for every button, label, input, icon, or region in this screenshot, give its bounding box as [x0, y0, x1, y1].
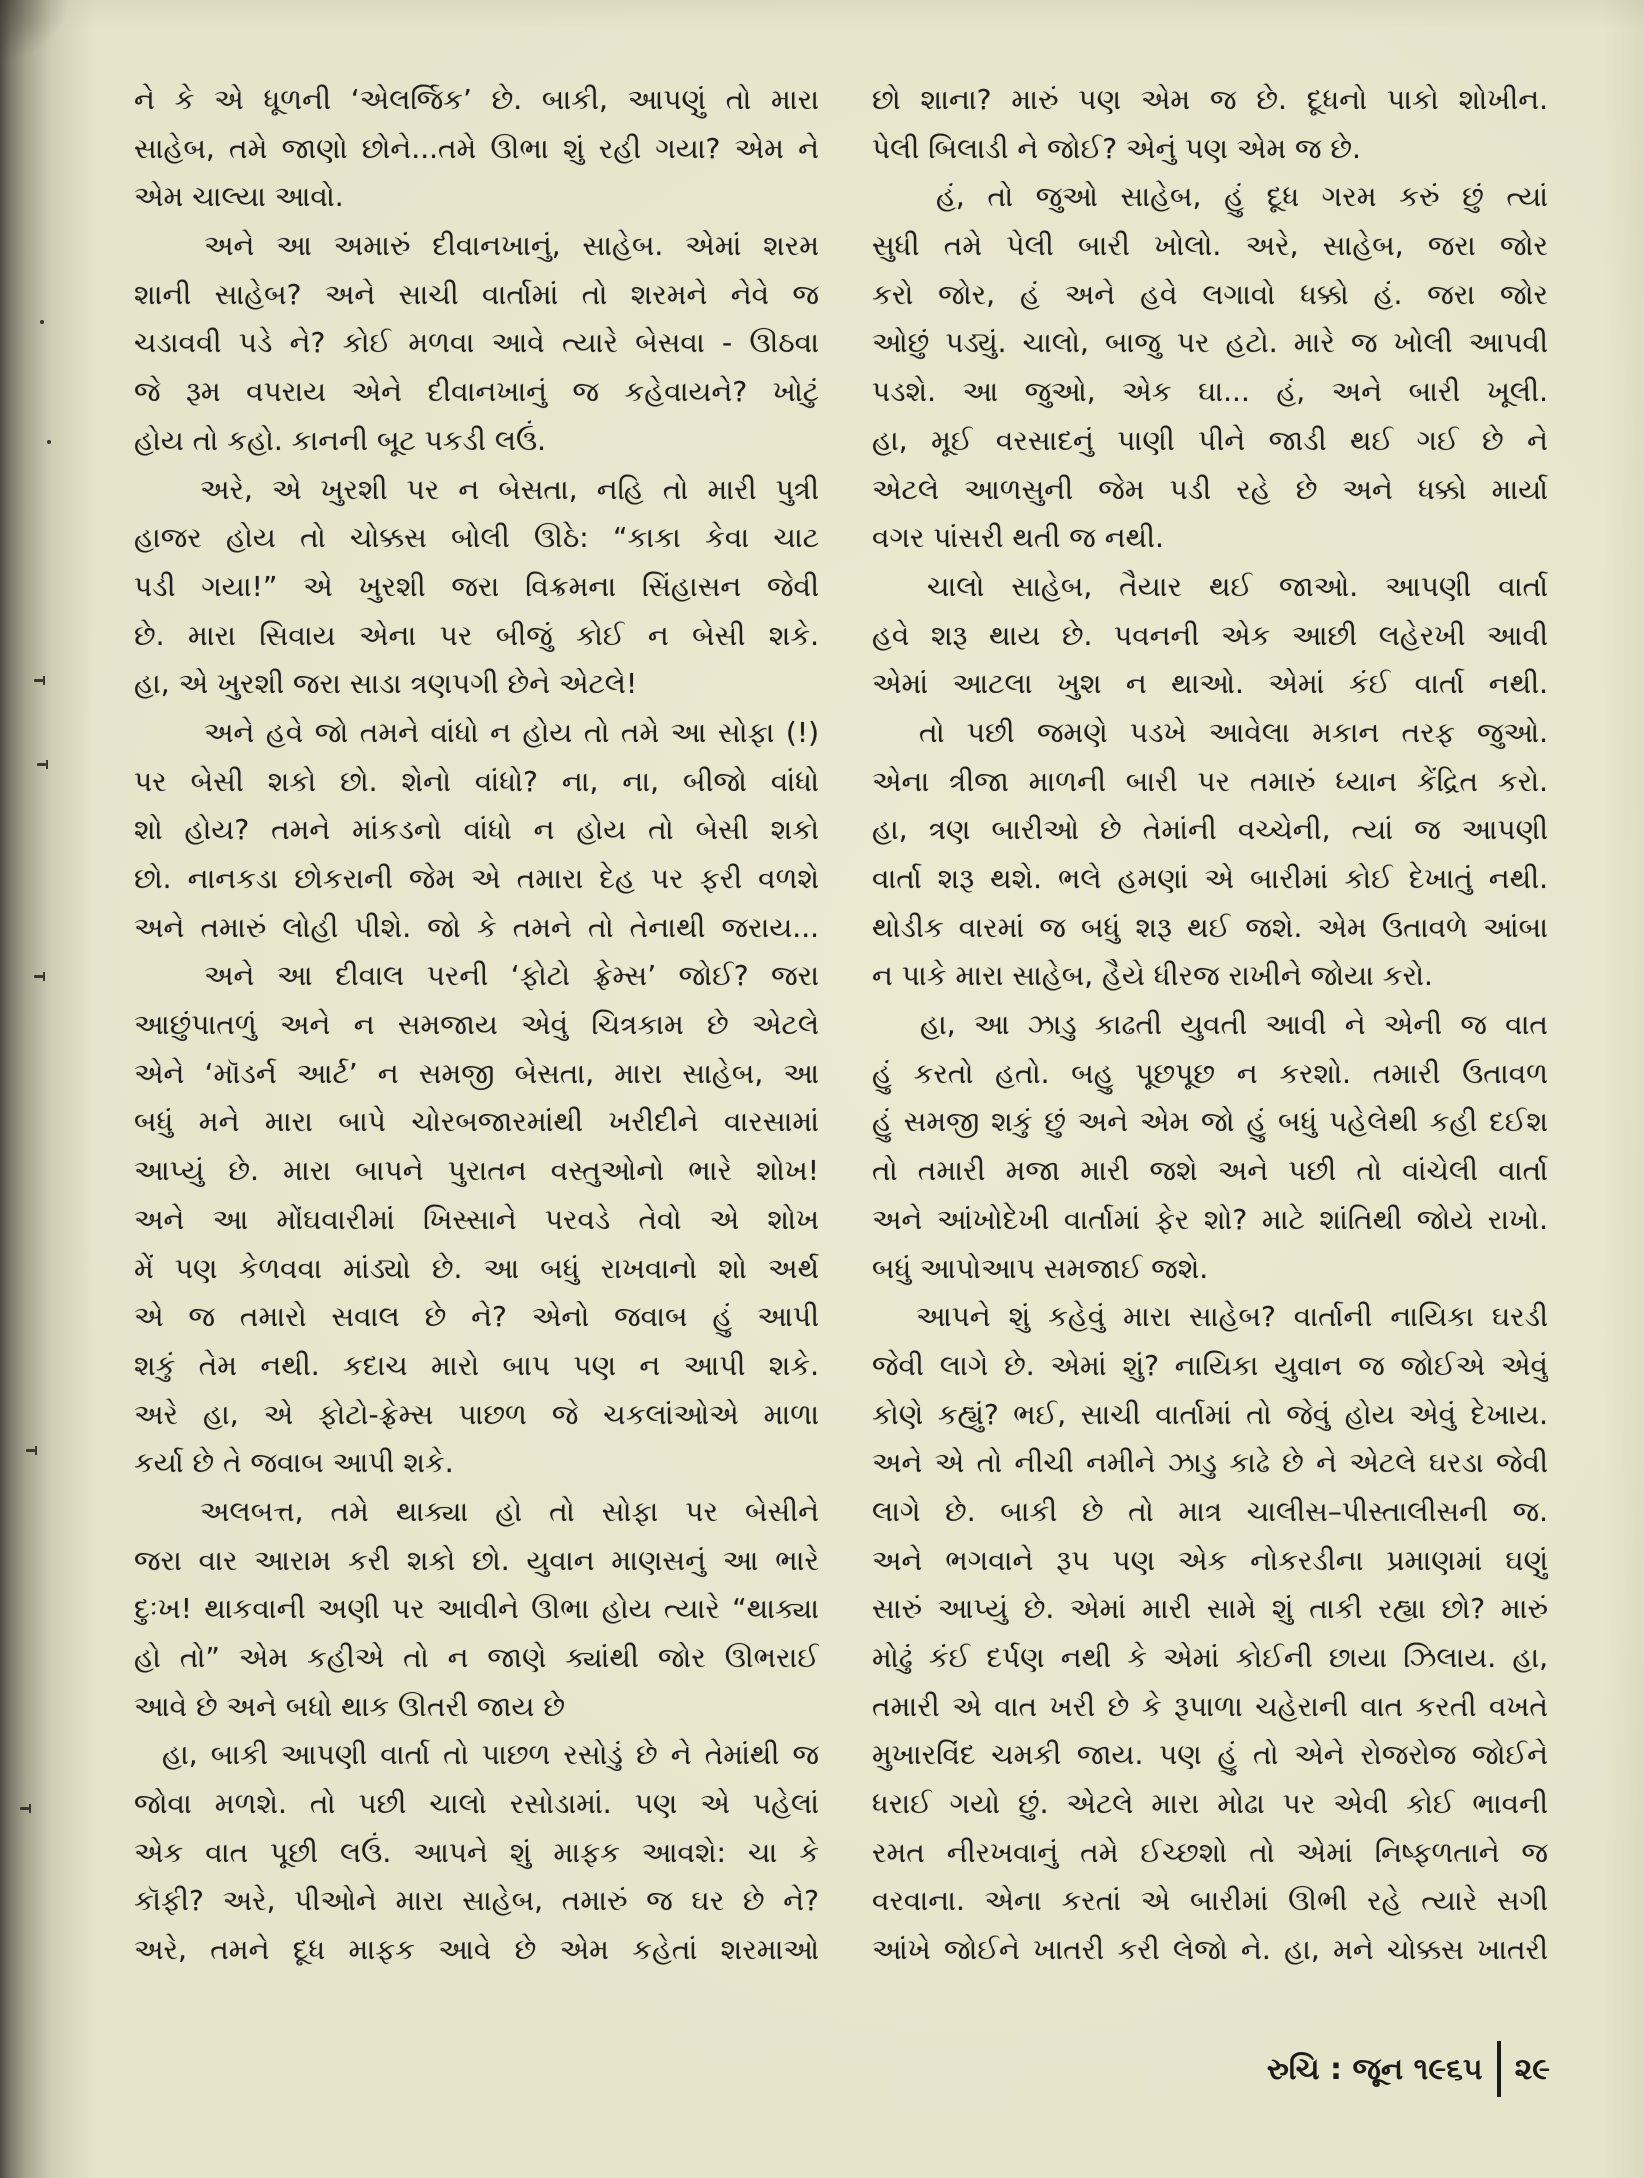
- text-line: દુઃખ! થાકવાની અણી પર આવીને ઊભા હોય ત્યારે “થાક્યા: [134, 1592, 819, 1626]
- text-line: છો શાના? મારું પણ એમ જ છે. દૂધનો પાકો શોખીન.: [872, 83, 1548, 116]
- right-text-column: [872, 76, 1548, 1975]
- text-line: અને આ મોંઘવારીમાં ખિસ્સાને પરવડે તેવો એ શોખ: [134, 1202, 819, 1236]
- text-line: વરવાના. એના કરતાં એ બારીમાં ઊભી રહે ત્યારે સગી: [872, 1884, 1548, 1918]
- magazine-issue-label: રુચિ : જૂન ૧૯૬૫: [1266, 2051, 1483, 2087]
- text-line: અને એ તો નીચી નમીને ઝાડુ કાઢે છે ને એટલે ઘરડા જેવી: [872, 1446, 1548, 1480]
- text-line: સુધી તમે પેલી બારી ખોલો. અરે, સાહેબ, જરા જોર: [872, 229, 1548, 263]
- text-line: કરો જોર, હં અને હવે લગાવો ધક્કો હં. જરા જોર: [872, 277, 1548, 311]
- text-line: ને કે એ ધૂળની ‘એલર્જિક’ છે. બાકી, આપણું તો મારા: [134, 83, 819, 116]
- text-line: કોણે કહ્યું? ભઈ, સાચી વાર્તામાં તો જેવું હોય એવું દેખાય.: [872, 1397, 1548, 1431]
- text-line: ચાલો સાહેબ, તૈયાર થઈ જાઓ. આપણી વાર્તા: [927, 569, 1548, 603]
- text-line: લાગે છે. બાકી છે તો માત્ર ચાલીસ–પીસ્તાલીસની જ.: [872, 1494, 1548, 1528]
- text-line: હા, ત્રણ બારીઓ છે તેમાંની વચ્ચેની, ત્યાં જ આપણી: [872, 813, 1548, 847]
- text-line: એક વાત પૂછી લઉં. આપને શું માફક આવશે: ચા કે: [134, 1835, 819, 1869]
- text-line: એ જ તમારો સવાલ છે ને? એનો જવાબ હું આપી: [134, 1300, 819, 1334]
- text-line: મુખારવિંદ ચમકી જાય. પણ હું તો એને રોજરોજ જોઈને: [872, 1738, 1548, 1772]
- text-line: અને આ દીવાલ પરની ‘ફોટો ફ્રેમ્સ’ જોઈ? જરા: [204, 959, 819, 993]
- text-line: જરા વાર આરામ કરી શકો છો. યુવાન માણસનું આ ભારે: [134, 1543, 819, 1577]
- text-line: હા, એ ખુરશી જરા સાડા ત્રણપગી છેને એટલે!: [134, 667, 638, 701]
- paragraph: [872, 709, 1548, 1001]
- text-line: હું કરતો હતો. બહુ પૂછપૂછ ન કરશો. તમારી ઉતાવળ: [872, 1056, 1548, 1090]
- margin-mark: [37, 763, 46, 766]
- text-line: પડી ગયા!” એ ખુરશી જરા વિક્રમના સિંહાસન જેવી: [134, 569, 819, 603]
- margin-mark: [26, 1449, 35, 1452]
- text-line: હવે શરૂ થાય છે. પવનની એક આછી લહેરખી આવી: [872, 618, 1548, 652]
- text-line: અને ભગવાને રૂપ પણ એક નોકરડીના પ્રમાણમાં ઘણું: [872, 1543, 1548, 1577]
- text-line: છો. નાનકડા છોકરાની જેમ એ તમારા દેહ પર ફરી વળશે: [134, 862, 819, 895]
- text-line: સારું આપ્યું છે. એમાં મારી સામે શું તાકી રહ્યા છો? મારું: [872, 1592, 1548, 1626]
- text-line: હોય તો કહો. કાનની બૂટ પકડી લઉં.: [134, 423, 547, 457]
- page-footer: [1250, 2040, 1550, 2098]
- text-line: અને આંખોદેખી વાર્તામાં ફેર શો? માટે શાંતિથી જોયે રાખો.: [872, 1202, 1548, 1236]
- text-line: પડશે. આ જુઓ, એક ઘા... હં, અને બારી ખૂલી.: [872, 375, 1548, 409]
- paragraph: [134, 709, 819, 952]
- text-line: મેં પણ કેળવવા માંડ્યો છે. આ બધું રાખવાનો શો અર્થ: [134, 1251, 819, 1285]
- text-line: શો હોય? તમને માંકડનો વાંધો ન હોય તો બેસી શકો: [134, 813, 819, 847]
- text-line: આપને શું કહેવું મારા સાહેબ? વાર્તાની નાયિકા ઘરડી: [916, 1300, 1548, 1334]
- left-text-column: [134, 76, 819, 1975]
- paragraph: [872, 76, 1548, 173]
- text-line: અરે, તમને દૂધ માફક આવે છે એમ કહેતાં શરમાઓ: [134, 1933, 819, 1967]
- margin-mark: [20, 1807, 29, 1810]
- text-line: હાજર હોય તો ચોક્કસ બોલી ઊઠે: “કાકા કેવા ચાટ: [134, 521, 819, 555]
- text-line: હં, તો જુઓ સાહેબ, હું દૂધ ગરમ કરું છું ત્યાં: [936, 180, 1548, 214]
- margin-mark: [47, 440, 51, 444]
- text-line: જોવા મળશે. તો પછી ચાલો રસોડામાં. પણ એ પહેલાં: [134, 1787, 819, 1821]
- text-line: શાની સાહેબ? અને સાચી વાર્તામાં તો શરમને નેવે જ: [134, 277, 819, 311]
- text-line: એમ ચાલ્યા આવો.: [134, 180, 344, 214]
- text-line: હા, બાકી આપણી વાર્તા તો પાછળ રસોડું છે ને તેમાંથી જ: [162, 1738, 819, 1772]
- text-line: હા, આ ઝાડુ કાઢતી યુવતી આવી ને એની જ વાત: [920, 1008, 1548, 1042]
- text-line: અને તમારું લોહી પીશે. જો કે તમને તો તેનાથી જરાય...: [134, 910, 819, 944]
- text-line: પેલી બિલાડી ને જોઈ? એનું પણ એમ જ છે.: [872, 131, 1361, 165]
- text-line: શકું તેમ નથી. કદાચ મારો બાપ પણ ન આપી શકે.: [134, 1348, 819, 1382]
- margin-mark: [40, 320, 44, 324]
- text-line: બધું મને મારા બાપે ચોરબજારમાંથી ખરીદીને વારસામાં: [134, 1105, 819, 1139]
- text-line: અને આ અમારું દીવાનખાનું, સાહેબ. એમાં શરમ: [204, 229, 819, 263]
- paragraph: [872, 1001, 1548, 1293]
- text-line: એમાં આટલા ખુશ ન થાઓ. એમાં કંઈ વાર્તા નથી.: [872, 667, 1548, 701]
- paragraph: [872, 563, 1548, 709]
- binding-shadow: [0, 0, 95, 2178]
- text-line: તમારી એ વાત ખરી છે કે રૂપાળા ચહેરાની વાત કરતી વખતે: [872, 1689, 1548, 1723]
- text-line: કૉફી? અરે, પીઓને મારા સાહેબ, તમારું જ ઘર છે ને?: [134, 1884, 819, 1918]
- text-line: બધું આપોઆપ સમજાઈ જશે.: [872, 1251, 1209, 1285]
- margin-mark: [34, 679, 43, 682]
- paragraph: [872, 173, 1548, 563]
- text-line: થોડીક વારમાં જ બધું શરૂ થઈ જશે. એમ ઉતાવળે આંબા: [872, 910, 1548, 944]
- text-line: આછુંપાતળું અને ન સમજાય એવું ચિત્રકામ છે એટલે: [134, 1008, 819, 1042]
- text-line: હું સમજી શકું છું અને એમ જો હું બધું પહેલેથી કહી દઈશ: [872, 1105, 1548, 1139]
- paragraph: [134, 222, 819, 465]
- paragraph: [134, 76, 819, 222]
- page-number: ૨૯: [1514, 2051, 1550, 2087]
- text-line: જેવી લાગે છે. એમાં શું? નાયિકા યુવાન જ જોઈએ એવું: [872, 1348, 1548, 1382]
- paragraph: [134, 952, 819, 1488]
- corner-shadow: [0, 0, 70, 60]
- text-line: મોઢું કંઈ દર્પણ નથી કે એમાં કોઈની છાયા ઝિલાય. હા,: [872, 1641, 1548, 1674]
- text-line: અલબત્ત, તમે થાક્યા હો તો સોફા પર બેસીને: [200, 1494, 819, 1528]
- text-line: વાર્તા શરૂ થશે. ભલે હમણાં એ બારીમાં કોઈ દેખાતું નથી.: [872, 862, 1548, 895]
- text-line: એટલે આળસુની જેમ પડી રહે છે અને ધક્કો માર્યા: [872, 472, 1548, 506]
- text-line: ન પાકે મારા સાહેબ, હૈયે ધીરજ રાખીને જોયા કરો.: [872, 959, 1433, 993]
- text-line: વગર પાંસરી થતી જ નથી.: [872, 521, 1164, 555]
- text-line: આંખે જોઈને ખાતરી કરી લેજો ને. હા, મને ચોક્કસ ખાતરી: [872, 1933, 1548, 1967]
- text-line: એને ‘મૉડર્ન આર્ટ’ ન સમજી બેસતા, મારા સાહેબ, આ: [134, 1056, 819, 1090]
- text-line: હા, મૂઈ વરસાદનું પાણી પીને જાડી થઈ ગઈ છે ને: [872, 423, 1548, 457]
- footer-divider: [1497, 2041, 1501, 2097]
- text-line: એના ત્રીજા માળની બારી પર તમારું ધ્યાન કેંદ્રિત કરો.: [872, 764, 1548, 798]
- text-line: ચડાવવી પડે ને? કોઈ મળવા આવે ત્યારે બેસવા - ઊઠવા: [134, 326, 819, 360]
- text-line: આવે છે અને બધો થાક ઊતરી જાય છે: [134, 1689, 565, 1723]
- text-line: તો પછી જમણે પડખે આવેલા મકાન તરફ જુઓ.: [919, 715, 1548, 749]
- text-line: ધરાઈ ગયો છું. એટલે મારા મોઢા પર એવી કોઈ ભાવની: [872, 1787, 1548, 1821]
- text-line: અને હવે જો તમને વાંધો ન હોય તો તમે આ સોફા (!): [204, 715, 819, 749]
- paragraph: [134, 466, 819, 709]
- paragraph: [134, 1731, 819, 1974]
- paragraph: [134, 1488, 819, 1731]
- text-line: છે. મારા સિવાય એના પર બીજું કોઈ ન બેસી શકે.: [134, 618, 819, 652]
- text-line: ઓછું પડ્યું. ચાલો, બાજુ પર હટો. મારે જ ખોલી આપવી: [872, 326, 1548, 360]
- text-line: અરે, એ ખુરશી પર ન બેસતા, નહિ તો મારી પુત્રી: [200, 472, 819, 506]
- text-line: કર્યા છે તે જવાબ આપી શકે.: [134, 1446, 454, 1480]
- text-line: પર બેસી શકો છો. શેનો વાંધો? ના, ના, બીજો વાંધો: [134, 764, 819, 798]
- paragraph: [872, 1293, 1548, 1975]
- text-line: હો તો” એમ કહીએ તો ન જાણે ક્યાંથી જોર ઊભરાઈ: [134, 1641, 819, 1674]
- text-line: રમત નીરખવાનું તમે ઈચ્છશો તો એમાં નિષ્ફળતાને જ: [872, 1835, 1548, 1869]
- text-line: આપ્યું છે. મારા બાપને પુરાતન વસ્તુઓનો ભારે શોખ!: [134, 1154, 819, 1188]
- text-line: સાહેબ, તમે જાણો છોને...તમે ઊભા શું રહી ગયા? એમ ને: [134, 131, 819, 165]
- margin-mark: [34, 975, 43, 978]
- text-line: તો તમારી મજા મારી જશે અને પછી તો વાંચેલી વાર્તા: [872, 1154, 1548, 1188]
- text-line: અરે હા, એ ફોટો-ફ્રેમ્સ પાછળ જે ચકલાંઓએ માળા: [134, 1397, 819, 1431]
- text-line: જે રૂમ વપરાય એને દીવાનખાનું જ કહેવાયને? ખોટું: [134, 375, 819, 409]
